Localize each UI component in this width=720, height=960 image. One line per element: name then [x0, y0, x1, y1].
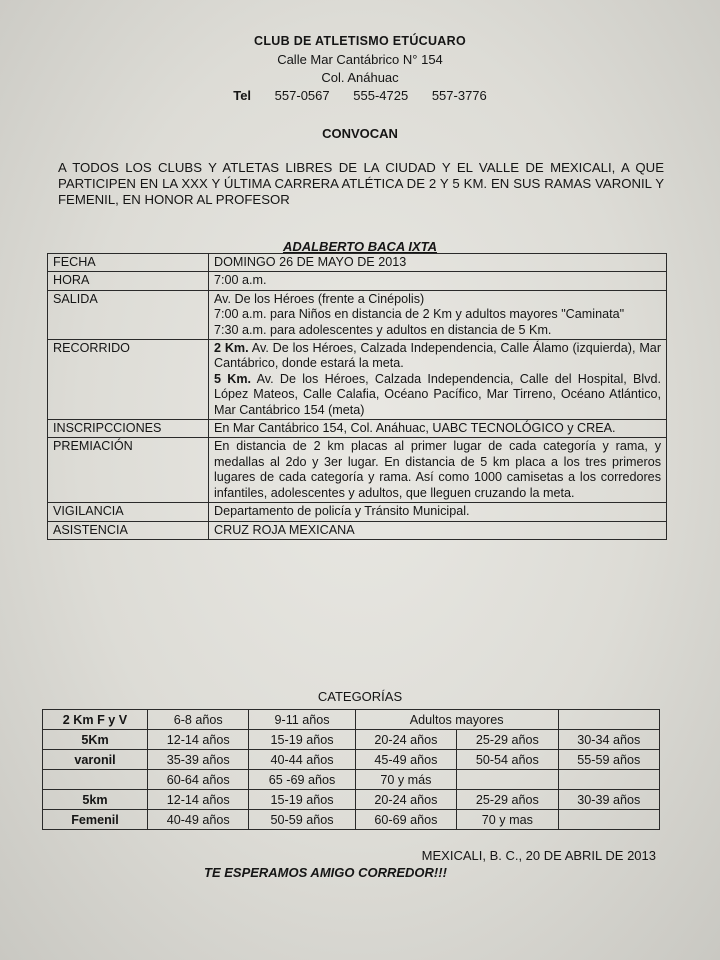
- premiacion-value: En distancia de 2 km placas al primer lugar de cada categoría y rama, y medallas al 2do y 3er lugar. En distancia de 5 km placa a los tres primeros lugares de cada categoría y rama. Así como 1000 camisetas a los corredores infantiles, adolescentes y adultos, que lleguen cruzando la meta.: [209, 438, 667, 503]
- route-5km-label: 5 Km.: [214, 371, 252, 386]
- salida-time-adults: 7:30 a.m. para adolescentes y adultos en distancia de 5 Km.: [214, 322, 552, 337]
- fecha-label: FECHA: [48, 254, 209, 272]
- table-cell: 40-49 años: [148, 810, 249, 830]
- convocan-heading: CONVOCAN: [322, 126, 398, 141]
- cat-row-label: 5Km: [43, 730, 148, 750]
- table-cell: 40-44 años: [249, 750, 355, 770]
- route-5km-text: Av. De los Héroes, Calzada Independencia, Calle del Hospital, Blvd. López Mateos, Calle Calafia, Océano Pacífico, Mar Tirreno, Océano Atlántico, Mar Cantábrico 154 (meta): [214, 371, 661, 417]
- table-cell: 25-29 años: [457, 730, 558, 750]
- table-cell: 30-34 años: [558, 730, 659, 750]
- table-cell: Adultos mayores: [355, 710, 558, 730]
- invitation-text: A TODOS LOS CLUBS Y ATLETAS LIBRES DE LA CIUDAD Y EL VALLE DE MEXICALI, A QUE PARTICIPEN EN LA XXX Y ÚLTIMA CARRERA ATLÉTICA DE 2 Y 5 KM. EN SUS RAMAS VARONIL Y FEMENIL, EN HONOR AL PROFESOR: [58, 160, 664, 207]
- salida-place: Av. De los Héroes (frente a Cinépolis): [214, 291, 425, 306]
- cat-row-label: varonil: [43, 750, 148, 770]
- table-row: [48, 420, 667, 438]
- table-row: [48, 503, 667, 521]
- route-2km-label: 2 Km.: [214, 341, 249, 356]
- club-colonia: Col. Anáhuac: [321, 70, 399, 85]
- table-row: [43, 730, 660, 750]
- route-2km-text: Av. De los Héroes, Calzada Independencia, Calle Álamo (izquierda), Mar Cantábrico, donde estará la meta.: [214, 341, 662, 371]
- table-cell: 12-14 años: [148, 730, 249, 750]
- table-row: [43, 750, 660, 770]
- table-row: [48, 340, 667, 420]
- inscripciones-label: INSCRIPCCIONES: [48, 420, 209, 438]
- cat-row-label: Femenil: [43, 810, 148, 830]
- honoree-name: ADALBERTO BACA IXTA: [282, 239, 438, 254]
- table-cell: [558, 770, 659, 790]
- recorrido-value: [209, 340, 667, 420]
- hora-value: 7:00 a.m.: [209, 272, 667, 290]
- table-cell: [457, 770, 558, 790]
- table-row: [43, 710, 660, 730]
- table-row: [48, 438, 667, 503]
- table-cell: 6-8 años: [148, 710, 249, 730]
- phone-1: 557-0567: [274, 88, 330, 103]
- table-cell: 15-19 años: [249, 730, 355, 750]
- table-cell: 65 -69 años: [249, 770, 355, 790]
- phone-label: Tel: [233, 88, 252, 103]
- closing-slogan: TE ESPERAMOS AMIGO CORREDOR!!!: [204, 865, 447, 880]
- table-row: [48, 254, 667, 272]
- fecha-value: DOMINGO 26 DE MAYO DE 2013: [209, 254, 667, 272]
- table-cell: 9-11 años: [249, 710, 355, 730]
- phone-2: 555-4725: [353, 88, 409, 103]
- salida-value: [209, 290, 667, 339]
- cat-row-label: 5km: [43, 790, 148, 810]
- cat-row-label: [43, 770, 148, 790]
- table-row: [48, 272, 667, 290]
- asistencia-value: CRUZ ROJA MEXICANA: [209, 521, 667, 539]
- salida-time-kids: 7:00 a.m. para Niños en distancia de 2 Km y adultos mayores "Caminata": [214, 307, 625, 322]
- premiacion-label: PREMIACIÓN: [48, 438, 209, 503]
- table-row: [43, 810, 660, 830]
- categorias-heading: CATEGORÍAS: [317, 689, 403, 704]
- club-phones: [0, 88, 720, 103]
- table-cell: [558, 710, 659, 730]
- club-address: Calle Mar Cantábrico N° 154: [277, 52, 443, 67]
- hora-label: HORA: [48, 272, 209, 290]
- table-cell: 60-64 años: [148, 770, 249, 790]
- categories-table: [42, 709, 660, 830]
- table-cell: 30-39 años: [558, 790, 659, 810]
- table-cell: 20-24 años: [355, 730, 456, 750]
- table-row: [43, 770, 660, 790]
- event-info-table: [47, 253, 667, 540]
- vigilancia-value: Departamento de policía y Tránsito Municipal.: [209, 503, 667, 521]
- table-row: [48, 290, 667, 339]
- table-cell: [558, 810, 659, 830]
- table-cell: 12-14 años: [148, 790, 249, 810]
- table-row: [48, 521, 667, 539]
- table-cell: 70 y más: [355, 770, 456, 790]
- route-2km: [214, 341, 661, 372]
- table-cell: 55-59 años: [558, 750, 659, 770]
- table-cell: 50-54 años: [457, 750, 558, 770]
- table-cell: 25-29 años: [457, 790, 558, 810]
- table-row: [43, 790, 660, 810]
- cat-row-label: 2 Km F y V: [43, 710, 148, 730]
- place-date: MEXICALI, B. C., 20 DE ABRIL DE 2013: [421, 848, 656, 863]
- table-cell: 70 y mas: [457, 810, 558, 830]
- table-cell: 45-49 años: [355, 750, 456, 770]
- table-cell: 50-59 años: [249, 810, 355, 830]
- salida-label: SALIDA: [48, 290, 209, 339]
- recorrido-label: RECORRIDO: [48, 340, 209, 420]
- route-5km: [214, 372, 661, 418]
- asistencia-label: ASISTENCIA: [48, 521, 209, 539]
- table-cell: 20-24 años: [355, 790, 456, 810]
- club-name: CLUB DE ATLETISMO ETÚCUARO: [254, 34, 466, 48]
- table-cell: 60-69 años: [355, 810, 456, 830]
- table-cell: 35-39 años: [148, 750, 249, 770]
- inscripciones-value: En Mar Cantábrico 154, Col. Anáhuac, UABC TECNOLÓGICO y CREA.: [209, 420, 667, 438]
- phone-3: 557-3776: [431, 88, 487, 103]
- vigilancia-label: VIGILANCIA: [48, 503, 209, 521]
- table-cell: 15-19 años: [249, 790, 355, 810]
